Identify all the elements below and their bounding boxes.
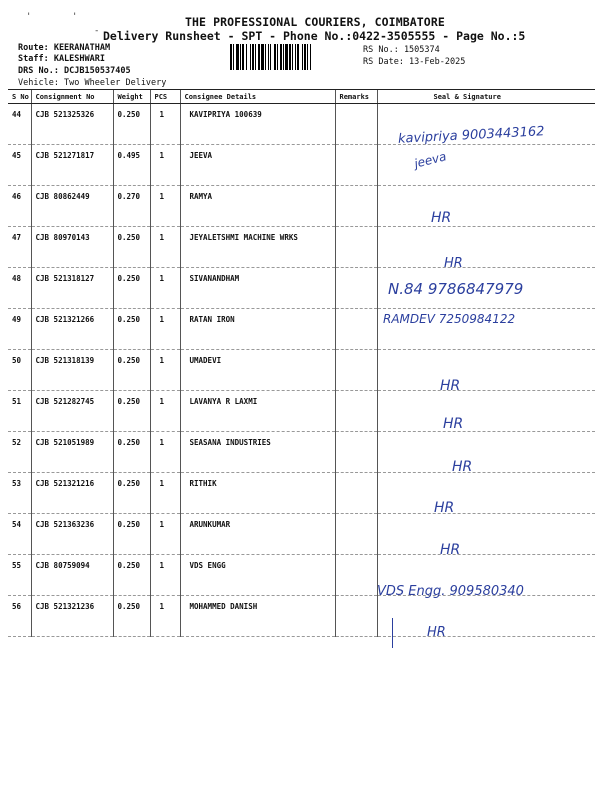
signature-cell (377, 268, 595, 309)
cell-consignment: CJB 80970143 (31, 227, 113, 268)
signature-cell (377, 309, 595, 350)
cell-weight: 0.250 (113, 350, 150, 391)
cell-pcs: 1 (150, 596, 180, 637)
signature-row-51: HR (440, 378, 461, 394)
cell-consignment: CJB 521363236 (31, 514, 113, 555)
col-pcs: PCS (150, 90, 180, 104)
cell-weight: 0.250 (113, 227, 150, 268)
runsheet-subtitle: Delivery Runsheet - SPT - Phone No.:0422-3505555 - Page No.:5 (103, 29, 526, 43)
cell-sno: 52 (8, 432, 31, 473)
signature-cell (377, 145, 595, 186)
cell-pcs: 1 (150, 473, 180, 514)
cell-weight: 0.495 (113, 145, 150, 186)
signature-row-55: HR (440, 542, 461, 558)
remarks-cell (335, 268, 377, 309)
remarks-cell (335, 186, 377, 227)
signature-cell (377, 227, 595, 268)
table-row (8, 350, 595, 391)
cell-weight: 0.250 (113, 596, 150, 637)
col-consignment: Consignment No (31, 90, 113, 104)
table-row (8, 432, 595, 473)
signature-row-54: HR (434, 500, 455, 516)
cell-consignee: LAVANYA R LAXMI (180, 391, 335, 432)
cell-consignment: CJB 521321266 (31, 309, 113, 350)
cell-consignment: CJB 521282745 (31, 391, 113, 432)
table-row (8, 309, 595, 350)
cell-consignee: VDS ENGG (180, 555, 335, 596)
cell-pcs: 1 (150, 514, 180, 555)
cell-consignee: JEEVA (180, 145, 335, 186)
signature-row-56-initials: HR (427, 625, 446, 640)
cell-consignment: CJB 80862449 (31, 186, 113, 227)
signature-row-56: VDS Engg. 909580340 (377, 584, 524, 599)
cell-sno: 55 (8, 555, 31, 596)
cell-consignment: CJB 521321216 (31, 473, 113, 514)
signature-cell (377, 514, 595, 555)
cell-consignee: RATAN IRON (180, 309, 335, 350)
cell-weight: 0.250 (113, 104, 150, 145)
barcode-bar (311, 44, 314, 70)
remarks-cell (335, 596, 377, 637)
signature-row-48-initials: HR (444, 256, 463, 271)
signature-cell (377, 350, 595, 391)
remarks-cell (335, 391, 377, 432)
cell-sno: 44 (8, 104, 31, 145)
cell-sno: 47 (8, 227, 31, 268)
remarks-cell (335, 309, 377, 350)
scan-speck: - (94, 26, 100, 36)
remarks-cell (335, 227, 377, 268)
signature-row-45: jeeva (412, 149, 448, 171)
cell-consignment: CJB 521051989 (31, 432, 113, 473)
table-row (8, 596, 595, 637)
cell-weight: 0.250 (113, 391, 150, 432)
cell-pcs: 1 (150, 309, 180, 350)
cell-pcs: 1 (150, 391, 180, 432)
signature-row-46: HR (431, 210, 452, 226)
col-consignee: Consignee Details (180, 90, 335, 104)
cell-consignee: RITHIK (180, 473, 335, 514)
signature-cell (377, 432, 595, 473)
route-label: Route: KEERANATHAM (18, 43, 111, 53)
cell-weight: 0.250 (113, 309, 150, 350)
runsheet-table (8, 89, 595, 637)
rs-number: RS No.: 1505374 (363, 45, 440, 55)
signature-cell (377, 596, 595, 637)
cell-consignee: UMADEVI (180, 350, 335, 391)
cell-consignment: CJB 521318127 (31, 268, 113, 309)
cell-pcs: 1 (150, 186, 180, 227)
cell-weight: 0.250 (113, 555, 150, 596)
col-weight: Weight (113, 90, 150, 104)
cell-consignee: MOHAMMED DANISH (180, 596, 335, 637)
signature-cell (377, 104, 595, 145)
rs-date: RS Date: 13-Feb-2025 (363, 57, 466, 67)
cell-consignee: JEYALETSHMI MACHINE WRKS (180, 227, 335, 268)
table-row (8, 145, 595, 186)
table-row (8, 555, 595, 596)
cell-weight: 0.250 (113, 268, 150, 309)
staff-label: Staff: KALESHWARI (18, 54, 105, 64)
table-row (8, 104, 595, 145)
scan-speck: ' (72, 12, 78, 22)
cell-sno: 56 (8, 596, 31, 637)
col-seal-signature: Seal & Signature (377, 90, 595, 104)
cell-consignee: SIVANANDHAM (180, 268, 335, 309)
col-sno: S No (8, 90, 31, 104)
drs-label: DRS No.: DCJB150537405 (18, 66, 131, 76)
signature-row-44: kavipriya 9003443162 (397, 124, 545, 147)
cell-consignment: CJB 80759094 (31, 555, 113, 596)
signature-row-48: N.84 9786847979 (388, 280, 524, 298)
cell-pcs: 1 (150, 227, 180, 268)
cell-weight: 0.270 (113, 186, 150, 227)
remarks-cell (335, 350, 377, 391)
cell-pcs: 1 (150, 432, 180, 473)
remarks-cell (335, 104, 377, 145)
vehicle-label: Vehicle: Two Wheeler Delivery (18, 78, 167, 88)
cell-consignment: CJB 521325326 (31, 104, 113, 145)
cell-consignment: CJB 521318139 (31, 350, 113, 391)
cell-sno: 49 (8, 309, 31, 350)
cell-sno: 46 (8, 186, 31, 227)
remarks-cell (335, 555, 377, 596)
remarks-cell (335, 145, 377, 186)
table-row (8, 514, 595, 555)
cell-weight: 0.250 (113, 432, 150, 473)
cell-sno: 53 (8, 473, 31, 514)
table-row (8, 268, 595, 309)
remarks-cell (335, 432, 377, 473)
cell-consignee: RAMYA (180, 186, 335, 227)
signature-cell (377, 473, 595, 514)
drs-barcode (230, 44, 357, 70)
signature-row-52: HR (443, 416, 464, 432)
cell-pcs: 1 (150, 104, 180, 145)
table-header-row (8, 90, 595, 104)
remarks-cell (335, 473, 377, 514)
cell-sno: 50 (8, 350, 31, 391)
table-row (8, 186, 595, 227)
cell-weight: 0.250 (113, 514, 150, 555)
cell-pcs: 1 (150, 555, 180, 596)
signature-row-49: RAMDEV 7250984122 (383, 312, 516, 326)
cell-consignment: CJB 521321236 (31, 596, 113, 637)
cell-sno: 51 (8, 391, 31, 432)
table-row (8, 391, 595, 432)
table-row (8, 227, 595, 268)
cell-consignee: KAVIPRIYA 100639 (180, 104, 335, 145)
cell-consignee: ARUNKUMAR (180, 514, 335, 555)
table-row (8, 473, 595, 514)
remarks-cell (335, 514, 377, 555)
cell-consignee: SEASANA INDUSTRIES (180, 432, 335, 473)
cell-weight: 0.250 (113, 473, 150, 514)
signature-row-53: HR (452, 459, 473, 475)
cell-consignment: CJB 521271817 (31, 145, 113, 186)
scan-speck: ' (26, 12, 32, 22)
col-remarks: Remarks (335, 90, 377, 104)
cell-pcs: 1 (150, 145, 180, 186)
company-title: THE PROFESSIONAL COURIERS, COIMBATORE (185, 15, 445, 29)
signature-cell (377, 391, 595, 432)
cell-sno: 45 (8, 145, 31, 186)
cell-sno: 54 (8, 514, 31, 555)
signature-cell (377, 555, 595, 596)
cell-sno: 48 (8, 268, 31, 309)
cell-pcs: 1 (150, 350, 180, 391)
signature-cell (377, 186, 595, 227)
cell-pcs: 1 (150, 268, 180, 309)
